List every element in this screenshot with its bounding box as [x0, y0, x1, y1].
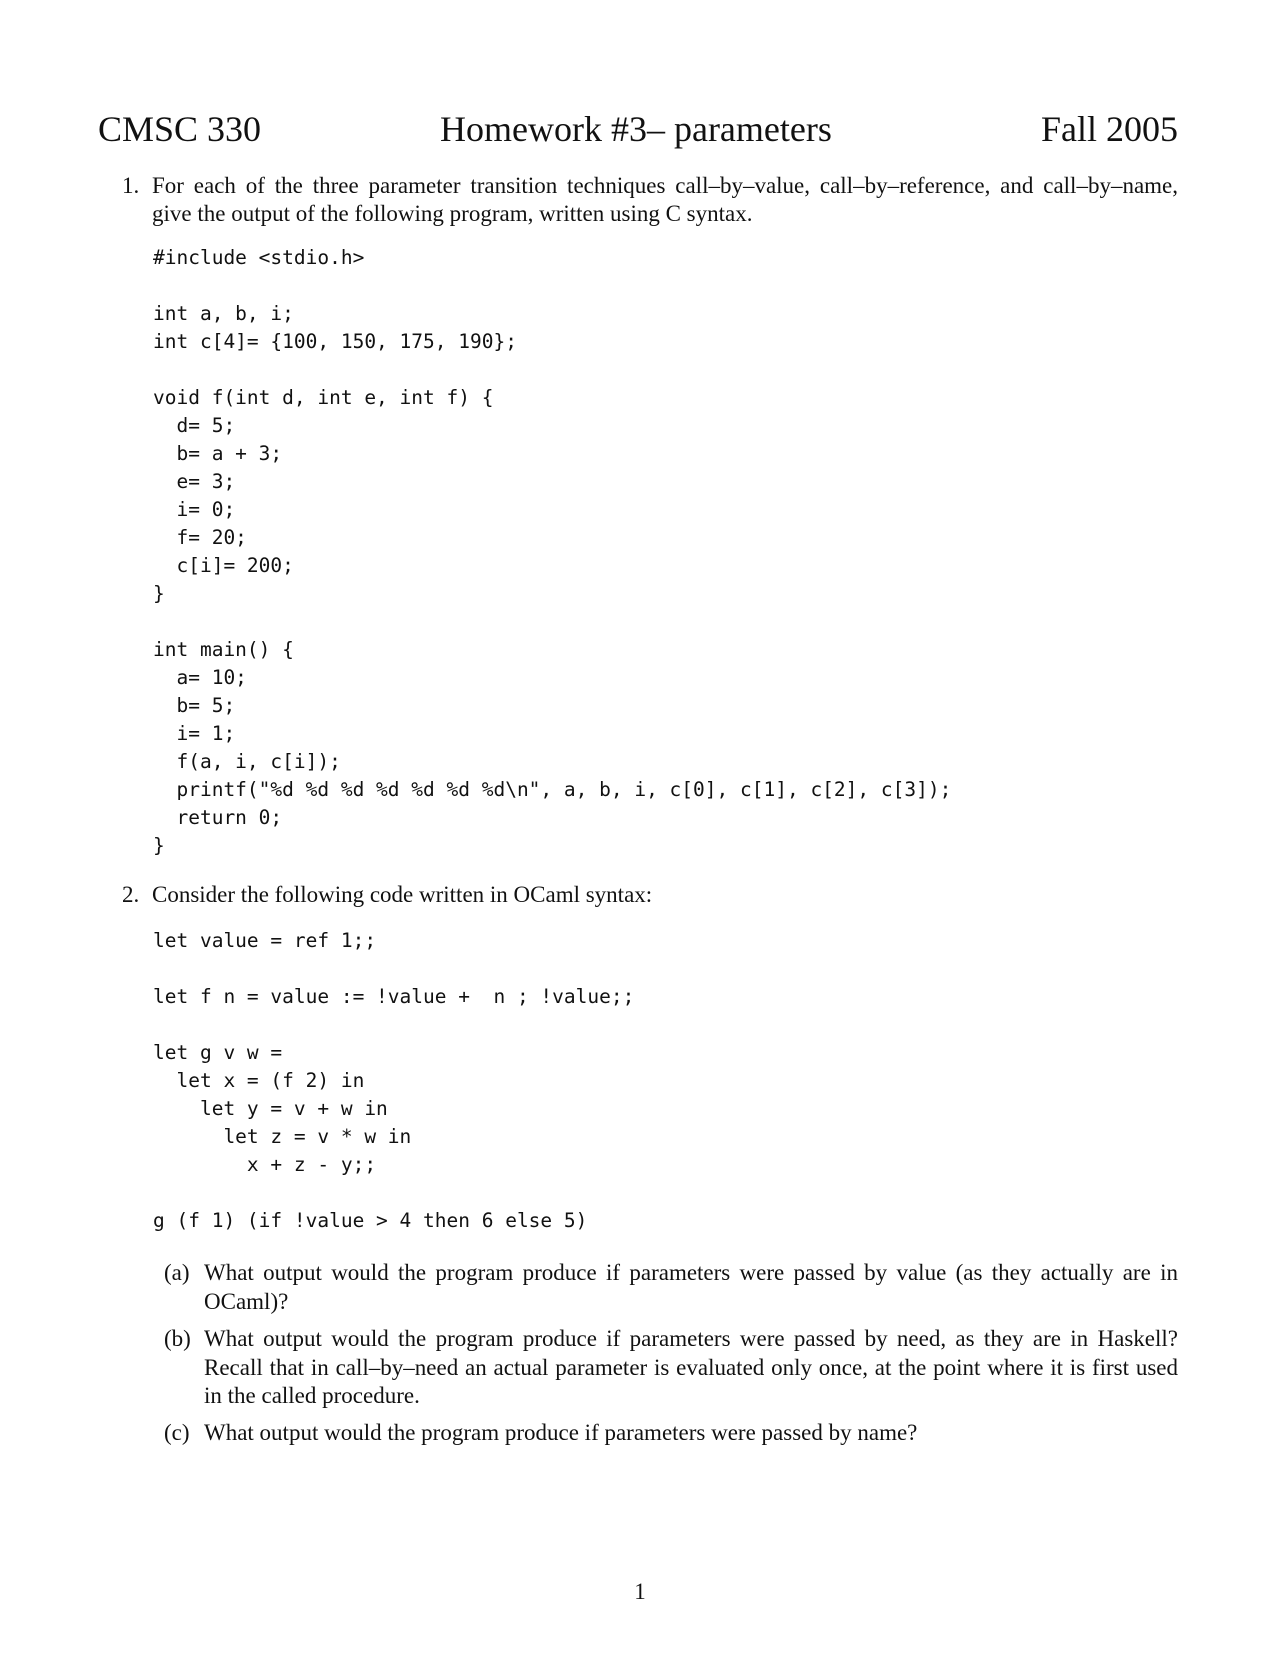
question-2a: [164, 1259, 1178, 1319]
course-code: CMSC 330: [98, 109, 262, 149]
question-2a-text: What output would the program produce if parameters were passed by value (as they actually are in OCaml)?: [204, 1260, 1178, 1314]
question-2a-label: (a): [164, 1260, 190, 1285]
question-2-number: 2.: [122, 882, 140, 907]
question-2b-label: (b): [164, 1326, 191, 1351]
question-1-number: 1.: [122, 173, 140, 198]
page-number: 1: [634, 1579, 646, 1604]
question-2c-label: (c): [164, 1420, 190, 1445]
page-header: [98, 108, 1178, 158]
question-2-code: let value = ref 1;; let f n = value := !value + n ; !value;; let g v w = let x = (f 2) in let y = v + w in let z = v * w in x + z - y;; g (f 1) (if !value > 4 then 6 else 5): [153, 929, 635, 1232]
question-2c: [164, 1419, 1178, 1449]
question-1-code: #include <stdio.h> int a, b, i; int c[4]= {100, 150, 175, 190}; void f(int d, int e, int f) { d= 5; b= a + 3; e= 3; i= 0; f= 20; c[i]= 200; } int main() { a= 10; b= 5; i= 1; f(a, i, c[i]); printf("%d %d %d %d %d %d %d\n", a, b, i, c[0], c[1], c[2], c[3]); return 0; }: [153, 246, 952, 857]
homework-title: Homework #3– parameters: [440, 109, 832, 149]
question-2b-text: What output would the program produce if parameters were passed by need, as they are in Haskell? Recall that in call–by–need an actual parameter is evaluated only once, at the point where it is first used in the called procedure.: [204, 1326, 1178, 1408]
question-2c-text: What output would the program produce if parameters were passed by name?: [204, 1420, 918, 1445]
question-1: [122, 172, 1178, 232]
term-label: Fall 2005: [1040, 109, 1178, 149]
question-2-text: Consider the following code written in OCaml syntax:: [152, 882, 653, 907]
question-2b: [164, 1325, 1178, 1415]
question-2: [122, 881, 1178, 911]
question-1-text: For each of the three parameter transition techniques call–by–value, call–by–reference, and call–by–name, give the output of the following program, written using C syntax.: [152, 173, 1178, 226]
